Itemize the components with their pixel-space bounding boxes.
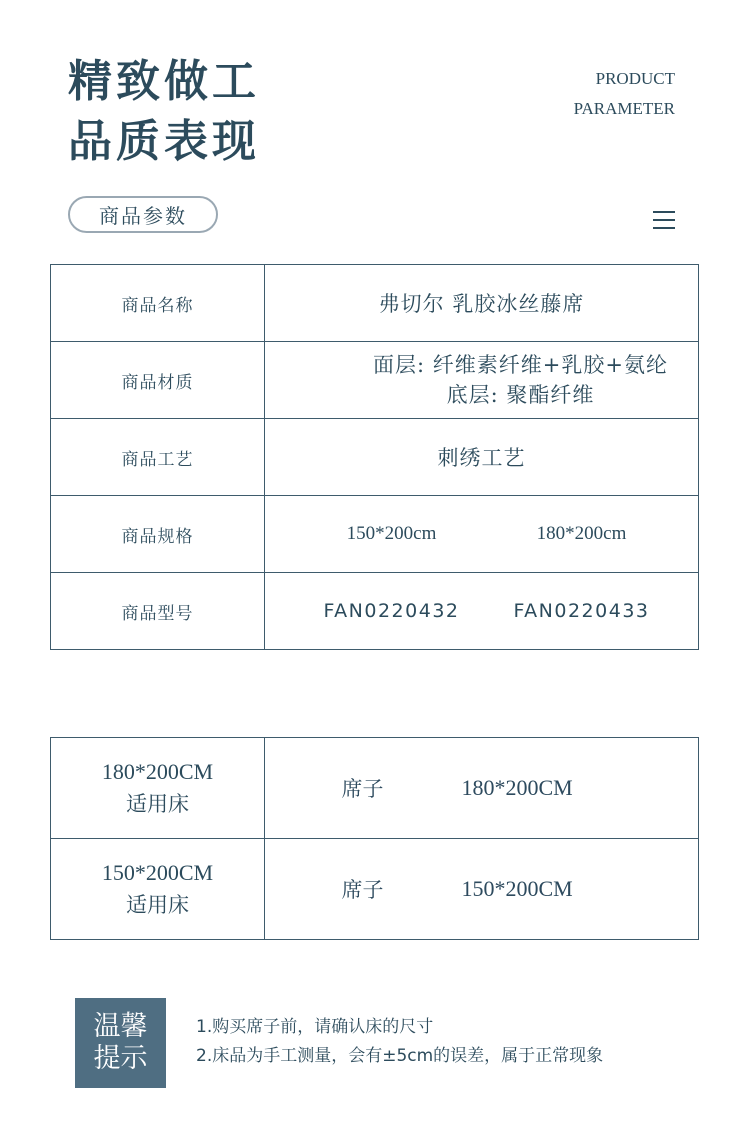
section-label: 商品参数	[68, 196, 218, 233]
tips-text	[196, 1013, 603, 1071]
page-title	[68, 52, 260, 172]
model-value-1: FAN0220432	[323, 600, 460, 622]
english-title-line-1: PRODUCT	[595, 69, 675, 88]
mat-name: 席子	[341, 777, 384, 801]
name-value: 弗切尔 乳胶冰丝藤席	[265, 265, 699, 342]
title-line-2: 品质表现	[68, 116, 260, 167]
bed-size-cell	[51, 738, 265, 839]
title-line-1: 精致做工	[68, 56, 260, 107]
craft-label: 商品工艺	[51, 419, 265, 496]
table-row	[51, 573, 699, 650]
bed-size: 180*200CM	[101, 759, 214, 784]
material-value	[265, 342, 699, 419]
model-value-2: FAN0220433	[513, 600, 650, 622]
material-label: 商品材质	[51, 342, 265, 419]
bed-label: 适用床	[126, 792, 189, 816]
spec-label: 商品规格	[51, 496, 265, 573]
mat-size: 150*200CM	[461, 876, 573, 901]
material-top-layer: 面层: 纤维素纤维+乳胶+氨纶	[373, 353, 668, 377]
bed-label: 适用床	[126, 893, 189, 917]
english-title	[574, 64, 675, 124]
model-label: 商品型号	[51, 573, 265, 650]
spec-value	[265, 496, 699, 573]
bed-size-cell	[51, 839, 265, 940]
parameter-table	[50, 264, 699, 650]
spec-value-1: 150*200cm	[346, 523, 437, 544]
mat-cell	[265, 738, 699, 839]
menu-icon[interactable]	[653, 211, 675, 229]
mat-cell	[265, 839, 699, 940]
tip-line-1: 1.购买席子前，请确认床的尺寸	[196, 1017, 434, 1037]
table-row	[51, 342, 699, 419]
table-row	[51, 419, 699, 496]
mat-name: 席子	[341, 878, 384, 902]
tip-badge-line-2: 提示	[93, 1043, 148, 1074]
material-bottom-layer: 底层: 聚酯纤维	[446, 383, 595, 407]
name-label: 商品名称	[51, 265, 265, 342]
craft-value: 刺绣工艺	[265, 419, 699, 496]
table-row	[51, 738, 699, 839]
mat-size: 180*200CM	[461, 775, 573, 800]
bed-size: 150*200CM	[101, 860, 214, 885]
tip-badge	[75, 998, 166, 1088]
table-row	[51, 496, 699, 573]
tip-line-2: 2.床品为手工测量，会有±5cm的误差，属于正常现象	[196, 1046, 604, 1066]
english-title-line-2: PARAMETER	[573, 99, 675, 118]
table-row	[51, 839, 699, 940]
table-row	[51, 265, 699, 342]
spec-value-2: 180*200cm	[536, 523, 627, 544]
size-table	[50, 737, 699, 940]
model-value	[265, 573, 699, 650]
tip-badge-line-1: 温馨	[93, 1011, 148, 1042]
